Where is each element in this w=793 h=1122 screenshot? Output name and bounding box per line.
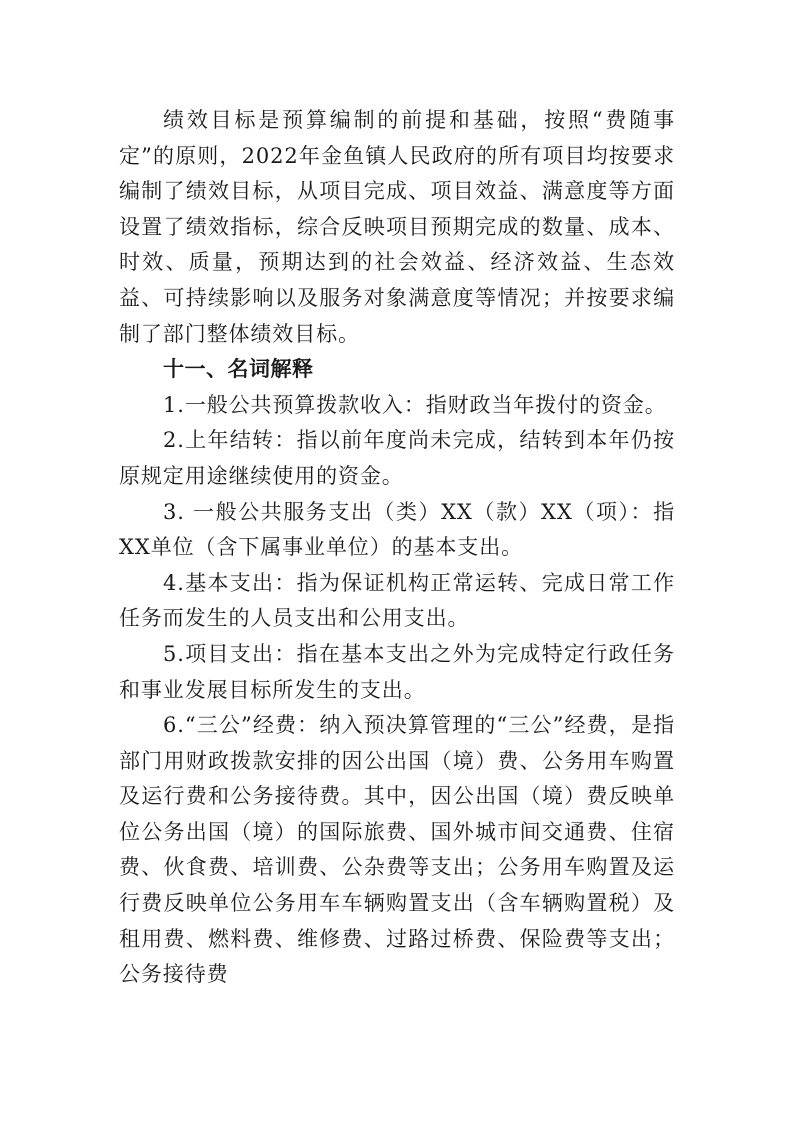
definition-item-4: 4.基本支出：指为保证机构正常运转、完成日常工作任务而发生的人员支出和公用支出。 [119,570,675,631]
definition-item-5: 5.项目支出：指在基本支出之外为完成特定行政任务和事业发展目标所发生的支出。 [119,641,675,702]
definition-item-2: 2.上年结转：指以前年度尚未完成，结转到本年仍按原规定用途继续使用的资金。 [119,428,675,488]
definition-item-6: 6.“三公”经费：纳入预决算管理的“三公”经费，是指部门用财政拨款安排的因公出国（境）费、公务用车购置及运行费和公务接待费。其中，因公出国（境）费反映单位公务出国（境）的国际旅费、国外城市间交通费、住宿费、伙食费、培训费、公杂费等支出；公务用车购置及运行费反映单位公务用车车辆购置支出（含车辆购置税）及租用费、燃料费、维修费、过路过桥费、保险费等支出；公务接待费 [119,713,675,987]
definition-item-3: 3. 一般公共服务支出（类）XX（款）XX（项）：指XX单位（含下属事业单位）的基本支出。 [119,499,675,560]
intro-paragraph: 绩效目标是预算编制的前提和基础，按照“费随事定”的原则，2022年金鱼镇人民政府的所有项目均按要求编制了绩效目标，从项目完成、项目效益、满意度等方面设置了绩效指标，综合反映项目预期完成的数量、成本、时效、质量，预期达到的社会效益、经济效益、生态效益、可持续影响以及服务对象满意度等情况；并按要求编制了部门整体绩效目标。 [119,108,675,346]
definition-item-1: 1.一般公共预算拨款收入：指财政当年拨付的资金。 [163,392,667,417]
section-heading: 十一、名词解释 [163,357,314,382]
document-page [119,103,675,993]
